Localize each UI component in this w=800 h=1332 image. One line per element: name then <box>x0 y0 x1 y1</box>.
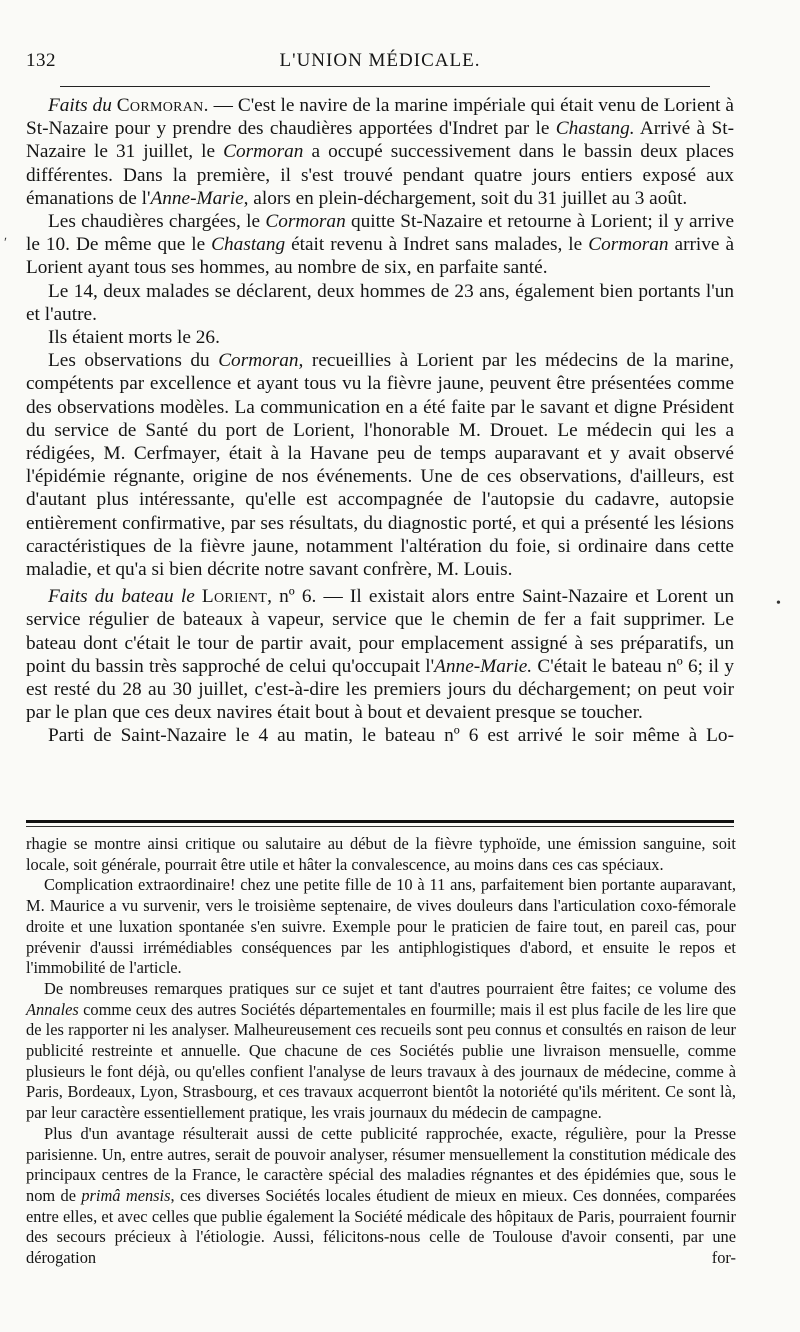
text-run: comme ceux des autres Sociétés départementales en fourmille; mais il est plus facile de les lire que de les rapporter ni les analyser. Malheureusement ces recueils sont peu connus et consultés en raison de leur publicité restreinte et annuelle. Que chacune de ces Sociétés publie une livraison mensuelle, comme plusieurs le font déjà, ou qu'elles confient l'analyse de leurs travaux à des journaux de médecine, comme à Paris, Bordeaux, Lyon, Strasbourg, et ces travaux acquerront bientôt la notoriété qu'ils méritent. Ce sont là, par leur caractère essentiellement pratique, les vrais journaux du médecin de campagne. <box>26 999 736 1123</box>
page-number: 132 <box>26 50 56 71</box>
footnote-paragraph: Complication extraordinaire! chez une petite fille de 10 à 11 ans, parfaitement bien portante auparavant, M. Maurice a vu survenir, vers le troisième septenaire, de vives douleurs dans l'articulation coxo-fémorale droite et une luxation spontanée s'en suivre. Exemple pour le praticien de faire tout, en pareil cas, pour prévenir d'aussi irrémédiables conséquences par les antiphlogistiques d'abord, et ensuite le repos et l'immobilité de l'article. <box>26 875 736 978</box>
ship-name: Cormoran <box>265 211 346 233</box>
footnote-text <box>26 834 736 1269</box>
text-run: — C'est le navire de la marine impériale qui était venu de Lorient à St-Nazaire pour y prendre des chaudières apportées d'Indret par le <box>26 95 734 140</box>
text-run: Plus d'un avantage résulterait aussi de cette publicité rapprochée, exacte, régulière, pour la Presse parisienne. Un, entre autres, serait de pouvoir analyser, résumer mensuellement la constitution médicale des principaux centres de la France, le caractère spécial des maladies régnantes et des épidémies que, sous le nom de <box>26 1123 736 1205</box>
footnote-rule-thin <box>26 826 734 827</box>
text-run: , nº 6. <box>267 586 317 608</box>
running-header <box>26 50 734 80</box>
journal-name: Annales <box>26 999 79 1019</box>
text-run: Arrivé à St-Nazaire le 31 juillet, le <box>26 118 735 163</box>
ship-name: Anne-Marie. <box>434 655 533 677</box>
text-run: quitte St-Nazaire et retourne à Lorient; il y arrive le 10. De même que le <box>26 211 734 256</box>
footnote-paragraph <box>26 1124 736 1269</box>
text-run: a occupé successivement dans le bassin deux places différentes. Dans la première, il s'est trouvé pendant quatre jours entiers exposé aux émanations de l' <box>26 141 735 209</box>
text-run: Les chaudières chargées, le <box>48 211 266 233</box>
journal-title: L'UNION MÉDICALE. <box>279 50 481 71</box>
text-run: — Il existait alors entre Saint-Nazaire et Lorent un service régulier de bateaux à vapeur, service que le chemin de fer a fait supprimer. Le bateau dont c'était le tour de partir avait, pour emplacement assigné à ses préparatifs, un point du bassin très sapproché de celui qu'occupait l' <box>26 586 734 677</box>
paragraph-depart: Parti de Saint-Nazaire le 4 au matin, le bateau nº 6 est arrivé le soir même à Lo- <box>48 725 734 747</box>
text-run: C'était le bateau nº 6; il y est resté du 28 au 30 juillet, c'est-à-dire les premiers jours du déchargement; on peut voir par le plan que ces deux navires était bout à bout et devaient presque se toucher. <box>26 655 734 724</box>
text-run: , ces diverses Sociétés locales étudient de mieux en mieux. Ces données, comparées entre elles, et avec celles que publie également la Société médicale des hôpitaux de Paris, pourraient fournir des secours précieux à l'étiologie. Aussi, félicitons-nous celle de Toulouse d'avoir consenti, par une dérogation for- <box>26 1185 736 1268</box>
ship-name: Cormoran, <box>218 350 304 372</box>
footnote-paragraph <box>26 979 736 1124</box>
ship-name: Chastang. <box>555 118 635 140</box>
text-run: , alors en plein-déchargement, soit du 31 juillet au 3 août. <box>243 187 688 209</box>
text-run: De nombreuses remarques pratiques sur ce sujet et tant d'autres pourraient être faites; ce volume des <box>44 978 736 998</box>
ship-name: Anne-Marie <box>150 187 244 209</box>
paragraph-cormoran <box>26 94 734 210</box>
text-run: était revenu à Indret sans malades, le <box>285 234 589 256</box>
text-run: recueillies à Lorient par les médecins de la marine, compétents par excellence et ayant tous vu la fièvre jaune, peuvent être présentées comme des observations modèles. La communication en a été faite par le savant et digne Président du service de Santé du port de Lorient, l'honorable M. Drouet. Le médecin qui les a rédigées, M. Cerfmayer, était à la Havane peu de temps auparavant et y avait observé l'épidémie régnante, origine de nos événements. Une de ces observations, d'ailleurs, est d'autant plus intéressante, qu'elle est accompagnée de l'autopsie du cadavre, autopsie entièrement confirmative, par ses résultats, du diagnostic porté, et qui a présenté les lésions caractéristiques de la fièvre jaune, notamment l'altération du foie, si ordinaire dans cette maladie, et qu'a si bien décrite notre savant confrère, M. Louis. <box>26 350 735 581</box>
text-run: Les observations du <box>48 350 219 372</box>
header-rule <box>60 86 710 87</box>
section-heading: Faits du bateau le <box>48 586 195 608</box>
paragraph-morts: Ils étaient morts le 26. <box>48 327 220 349</box>
footnote-paragraph: rhagie se montre ainsi critique ou salutaire au début de la fièvre typhoïde, une émission sanguine, soit locale, soit générale, pourrait être utile et hâter la convalescence, au moins dans ces cas spéciaux. <box>26 834 736 874</box>
section-heading: Faits du <box>48 95 112 116</box>
ship-name: Cormoran <box>588 234 669 256</box>
footnote-rule <box>26 820 734 823</box>
paragraph-return <box>26 210 734 280</box>
ship-name: Lorient <box>201 586 268 608</box>
ship-name: Chastang <box>211 234 286 256</box>
ship-name: Cormoran <box>223 141 304 163</box>
paragraph-malades: Le 14, deux malades se déclarent, deux hommes de 23 ans, également bien portants l'un et l'autre. <box>26 280 734 325</box>
margin-mark: ʹ <box>4 236 8 251</box>
paragraph-lorient <box>26 585 734 724</box>
paragraph-observations <box>26 349 734 581</box>
text-run: arrive à Lorient ayant tous ses hommes, au nombre de six, en parfaite santé. <box>26 234 735 279</box>
main-text <box>26 94 734 748</box>
latin-term: primâ mensis <box>81 1185 171 1205</box>
ship-name: Cormoran. <box>116 95 209 116</box>
margin-dot: • <box>776 596 781 611</box>
